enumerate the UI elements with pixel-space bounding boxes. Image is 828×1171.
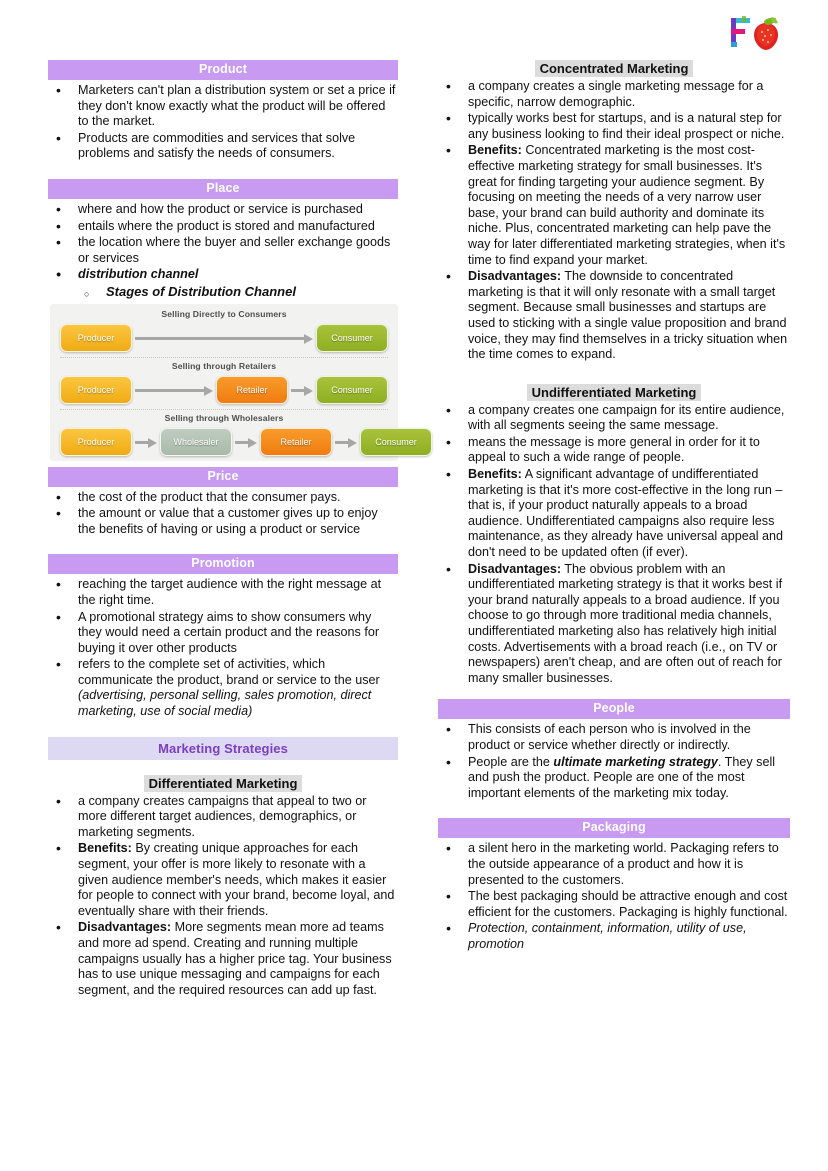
bullet-label: Benefits: [78,841,132,856]
subheading-differentiated-marketing: Differentiated Marketing [48,775,398,792]
price-bullets [48,490,398,538]
diagram-node-producer: Producer [60,376,132,404]
diagram-row-retailers [50,361,398,407]
diagram-row-direct [50,309,398,355]
bullet-label: Disadvantages: [468,269,562,284]
diagram-row-title: Selling through Wholesalers [164,412,284,423]
list-item: • Protection, containment, information, utility of use, promotion [438,921,790,952]
brand-logo [728,12,790,54]
list-item: • means the message is more general in order for it to appeal to such a wide range of people. [438,435,790,466]
document-body [0,60,828,999]
list-item: • Marketers can't plan a distribution system or set a price if they don't know exactly what the product will be offered to the market. [48,83,398,130]
diagram-node-consumer: Consumer [316,376,388,404]
list-item: • the location where the buyer and seller exchange goods or services [48,235,398,266]
bullet-label: Disadvantages: [468,561,562,576]
bullet-label: Benefits: [468,143,522,158]
left-column [48,60,417,999]
list-item [438,755,790,802]
list-item [438,467,790,561]
differentiated-bullets [48,794,398,999]
list-item-stages-of-distribution-channel: ○ Stages of Distribution Channel [48,284,398,300]
fruit-f-logo-icon [728,12,790,54]
arrow-icon [135,438,157,446]
list-item: • typically works best for startups, and is a natural step for any business looking to find their ideal prospect or niche. [438,111,790,142]
arrow-icon [335,438,357,446]
list-item: • This consists of each person who is involved in the product or service whether directly or indirectly. [438,722,790,753]
undifferentiated-bullets [438,403,790,687]
diagram-node-producer: Producer [60,428,132,456]
diagram-row-wholesalers [50,412,417,459]
list-item [438,269,790,363]
section-banner-product: Product [48,60,398,80]
divider [60,357,388,358]
bullet-text: A significant advantage of undifferentiated marketing is that it's more cost-effective in the long run – that is, if your product naturally appeals to a broad audience. Undifferentiated campaigns also require less maintenance, as they already have universal appeal and don't need to be updated often (if ever). [468,467,784,560]
bullet-text: By creating unique approaches for each segment, your offer is more likely to resonate with a given audience member's needs, which makes it easier for people to connect with your brand, become loyal, and eventually share with their friends. [78,841,395,918]
list-item: • the amount or value that a customer gives up to enjoy the benefits of having or using a product or service [48,506,398,537]
list-item: • a company creates a single marketing message for a specific, narrow demographic. [438,79,790,110]
subheading-undifferentiated-marketing: Undifferentiated Marketing [438,384,790,401]
list-item: • the cost of the product that the consumer pays. [48,490,398,506]
arrow-icon [235,438,257,446]
bullet-text: The downside to concentrated marketing is that it will only resonate with a small target segment. Because small businesses and startups are used to sticking with a single value proposition and brand voice, they may find themselves in a tricky situation when the time comes to expand. [468,269,788,362]
bullet-label: Benefits: [468,467,522,482]
bullet-text: More segments mean more ad teams and more ad spend. Creating and running multiple campaigns usually has a higher price tag. Your business has to use unique messaging and campaigns for each segment, and the required resources can add up fast. [78,920,392,997]
subheading-concentrated-marketing: Concentrated Marketing [438,60,790,77]
bullet-text-pre: People are the [468,754,554,769]
promotion-bullets [48,577,398,719]
bullet-text: refers to the complete set of activities, which communicate the product, brand or service to the user [78,657,380,687]
arrow-icon [135,386,213,394]
diagram-row-title: Selling Directly to Consumers [161,308,287,319]
divider [60,409,388,410]
arrow-icon [135,334,313,342]
distribution-channel-diagram [50,304,417,461]
list-item: • a company creates campaigns that appeal to two or more different target audiences, demographics, or marketing segments. [48,794,398,841]
diagram-node-wholesaler: Wholesaler [160,428,232,456]
list-item-distribution-channel: • distribution channel [48,267,398,283]
diagram-node-producer: Producer [60,324,132,352]
list-item [48,657,398,719]
diagram-node-retailer: Retailer [260,428,332,456]
list-item [438,562,790,687]
section-banner-packaging: Packaging [438,818,790,838]
section-banner-price: Price [48,467,398,487]
list-item: • a silent hero in the marketing world. Packaging refers to the outside appearance of a product and how it is presented to the customers. [438,841,790,888]
arrow-icon [291,386,313,394]
diagram-node-retailer: Retailer [216,376,288,404]
list-item: • entails where the product is stored and manufactured [48,219,398,235]
list-item: • where and how the product or service is purchased [48,202,398,218]
product-bullets [48,83,398,162]
list-item: • reaching the target audience with the right message at the right time. [48,577,398,608]
bullet-emphasis: ultimate marketing strategy [553,754,718,769]
list-item: • a company creates one campaign for its entire audience, with all segments seeing the same message. [438,403,790,434]
list-item [438,143,790,268]
section-banner-place: Place [48,179,398,199]
diagram-node-consumer: Consumer [360,428,432,456]
people-bullets [438,722,790,801]
list-item: • The best packaging should be attractive enough and cost efficient for the customers. Packaging is highly functional. [438,889,790,920]
section-banner-people: People [438,699,790,719]
list-item [48,841,398,919]
place-bullets [48,202,398,300]
packaging-bullets [438,841,790,952]
list-item [48,920,398,998]
diagram-node-consumer: Consumer [316,324,388,352]
bullet-text-post: . They sell and push the product. People are one of the most important elements of the marketing mix today. [468,754,776,800]
diagram-row-title: Selling through Retailers [171,360,277,371]
right-column [438,60,790,999]
bullet-text: Concentrated marketing is the most cost-effective marketing strategy for small businesses. It's great for finding targeting your audience segment. By focusing on meeting the needs of a very narrow user base, your brand can build authority and dominate its niche. Plus, concentrated marketing can help pave the way for later differentiated marketing strategies, when it's time to find expand your market. [468,143,786,267]
bullet-italic-tail: (advertising, personal selling, sales promotion, direct marketing, use of social media) [78,688,372,719]
section-banner-promotion: Promotion [48,554,398,574]
bullet-text: The obvious problem with an undifferentiated marketing strategy is that it works best if your brand naturally appeals to a broad audience. If you choose to go through more traditional media channels, undifferentiated marketing also has relatively high initial costs. Advertisements with a broad reach (i.e., on TV or newspapers) aren't cheap, and are often out of reach for many smaller businesses. [468,561,783,685]
list-item: • Products are commodities and services that solve problems and satisfy the needs of consumers. [48,131,398,162]
section-banner-marketing-strategies: Marketing Strategies [48,737,398,760]
bullet-label: Disadvantages: [78,920,172,935]
concentrated-bullets [438,79,790,363]
list-item: • A promotional strategy aims to show consumers why they would need a certain product and the reasons for buying it over other products [48,610,398,657]
